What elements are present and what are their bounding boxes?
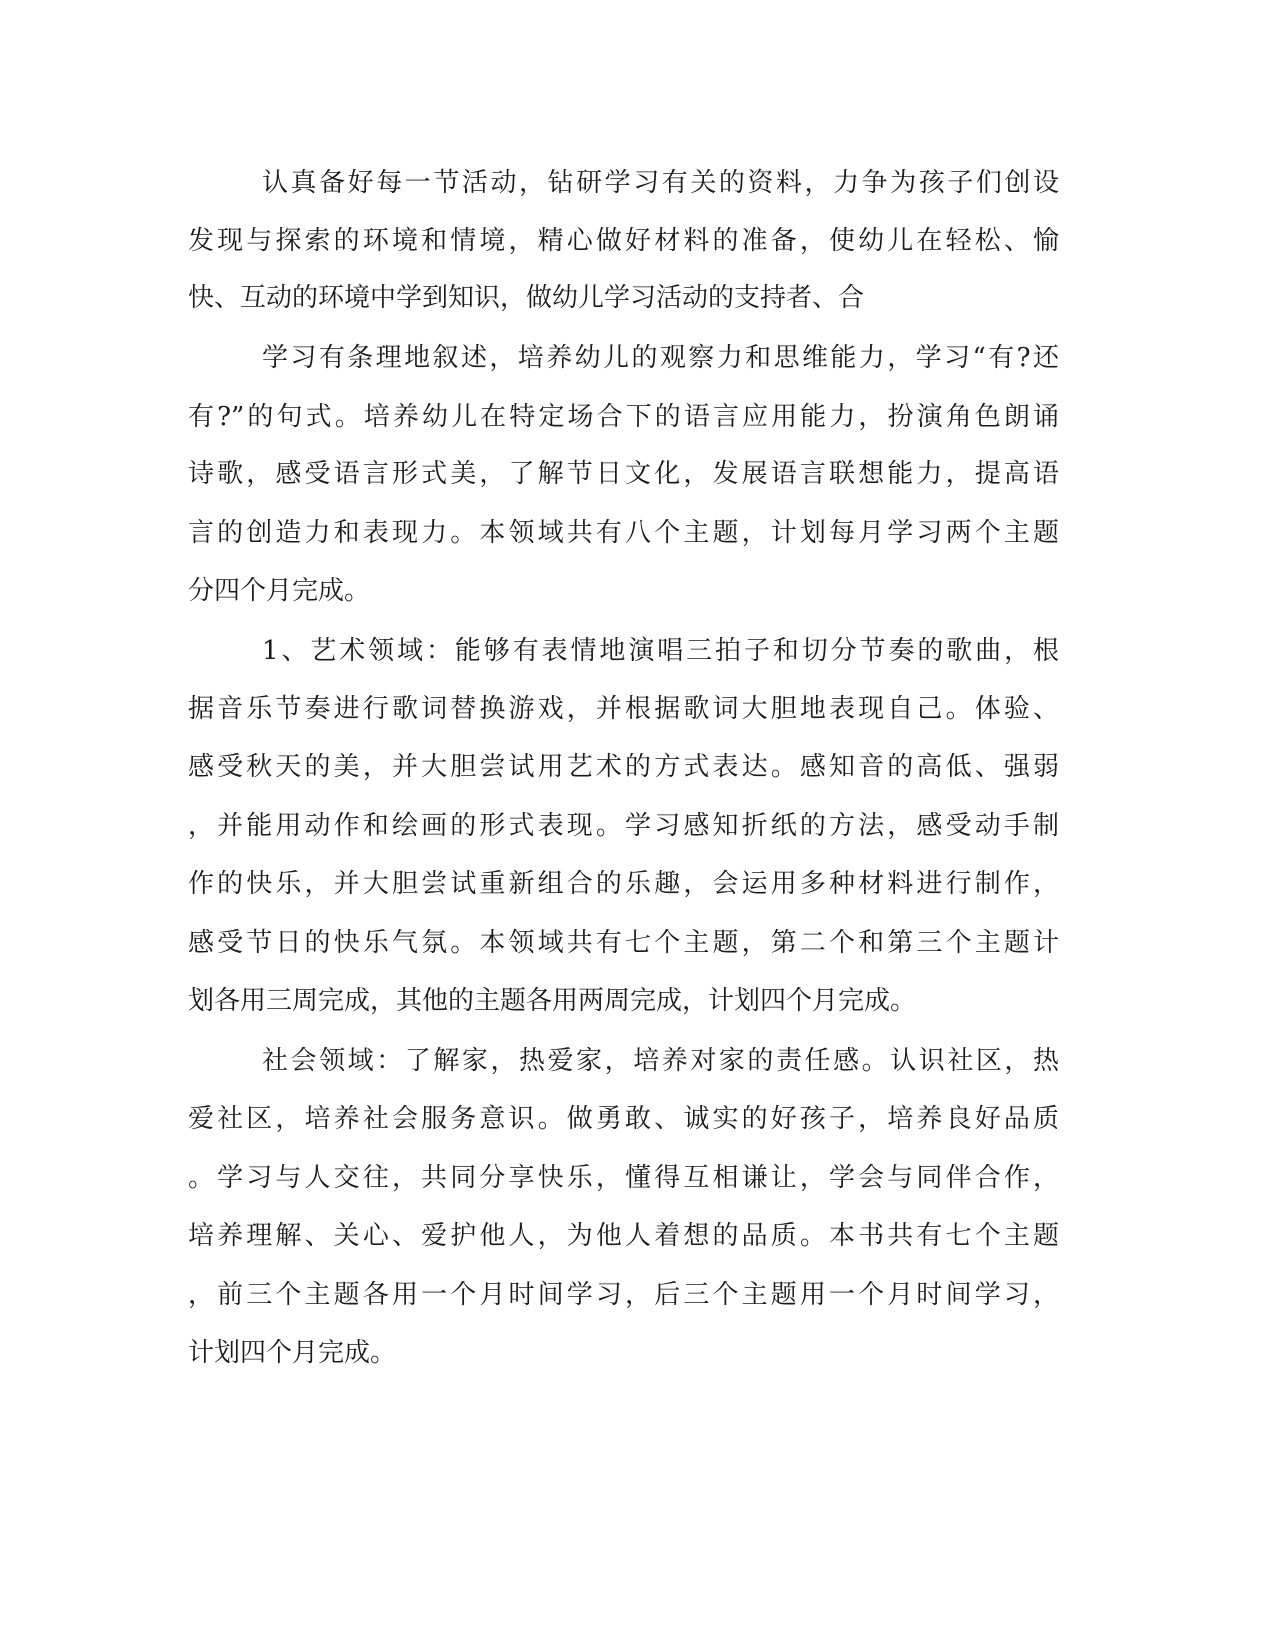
- paragraph-2-line-1: 学习有条理地叙述，培养幼儿的观察力和思维能力，学习“有?还: [262, 343, 1059, 373]
- paragraph-4-line-2: 爱社区，培养社会服务意识。做勇敢、诚实的好孩子，培养良好品质: [188, 1104, 1059, 1134]
- paragraph-3-line-5: 作的快乐，并大胆尝试重新组合的乐趣，会运用多种材料进行制作，: [188, 869, 1059, 899]
- paragraph-3-line-6: 感受节日的快乐气氛。本领域共有七个主题，第二个和第三个主题计: [188, 928, 1059, 958]
- paragraph-4-line-3: 。学习与人交往，共同分享快乐，懂得互相谦让，学会与同伴合作，: [188, 1163, 1059, 1193]
- paragraph-1-line-2: 发现与探索的环境和情境，精心做好材料的准备，使幼儿在轻松、愉: [188, 226, 1059, 256]
- paragraph-2-line-2: 有?”的句式。培养幼儿在特定场合下的语言应用能力，扮演角色朗诵: [188, 402, 1059, 432]
- paragraph-3-line-1: 1、艺术领域：能够有表情地演唱三拍子和切分节奏的歌曲，根: [262, 636, 1059, 666]
- paragraph-3-line-2: 据音乐节奏进行歌词替换游戏，并根据歌词大胆地表现自己。体验、: [188, 694, 1059, 724]
- paragraph-4-line-5: ，前三个主题各用一个月时间学习，后三个主题用一个月时间学习，: [188, 1280, 1059, 1310]
- paragraph-2-line-5: 分四个月完成。: [188, 576, 371, 606]
- paragraph-3-line-3: 感受秋天的美，并大胆尝试用艺术的方式表达。感知音的高低、强弱: [188, 752, 1059, 782]
- paragraph-1-line-3: 快、互动的环境中学到知识，做幼儿学习活动的支持者、合: [188, 283, 865, 313]
- paragraph-3-line-7: 划各用三周完成，其他的主题各用两周完成，计划四个月完成。: [188, 986, 917, 1016]
- paragraph-3-line-4: ，并能用动作和绘画的形式表现。学习感知折纸的方法，感受动手制: [188, 811, 1059, 841]
- paragraph-4-line-1: 社会领域：了解家，热爱家，培养对家的责任感。认识社区，热: [262, 1046, 1059, 1076]
- paragraph-1-line-1: 认真备好每一节活动，钻研学习有关的资料，力争为孩子们创设: [262, 168, 1059, 198]
- paragraph-4-line-4: 培养理解、关心、爱护他人，为他人着想的品质。本书共有七个主题: [188, 1221, 1059, 1251]
- paragraph-2-line-3: 诗歌，感受语言形式美，了解节日文化，发展语言联想能力，提高语: [188, 459, 1059, 489]
- paragraph-2-line-4: 言的创造力和表现力。本领域共有八个主题，计划每月学习两个主题: [188, 518, 1059, 548]
- paragraph-4-line-6: 计划四个月完成。: [188, 1338, 397, 1368]
